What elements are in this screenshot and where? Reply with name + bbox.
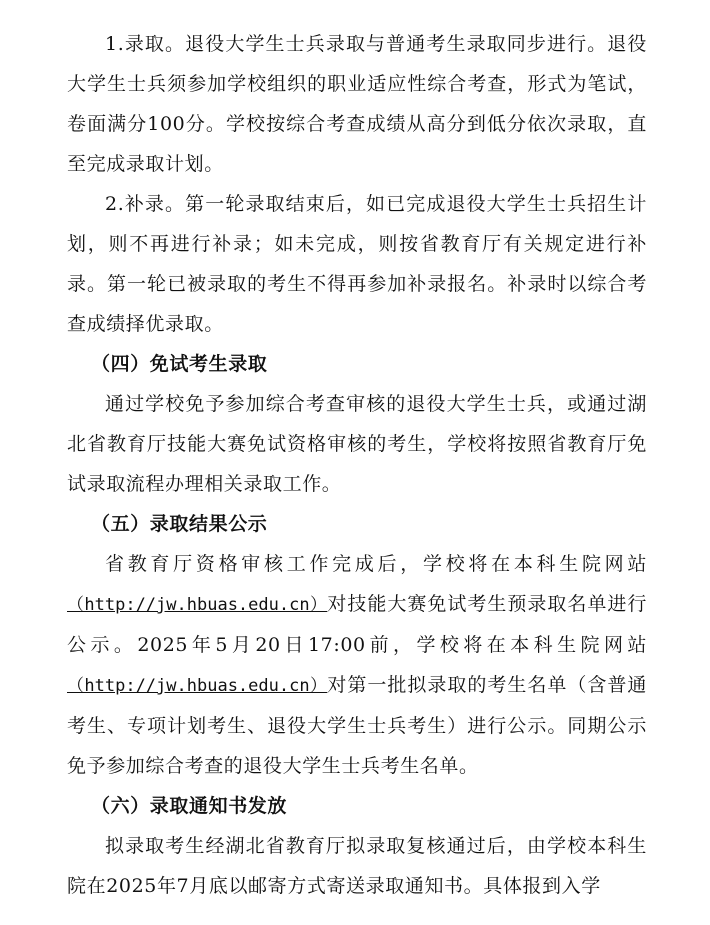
section-heading-exempt-admission: （四）免试考生录取 — [91, 353, 268, 375]
publicity-text-part1: 省教育厅资格审核工作完成后，学校将在本科生院网站 — [105, 553, 647, 575]
paragraph-result-publicity — [67, 544, 647, 786]
document-page — [67, 24, 647, 906]
publicity-text-part3: 对第一批拟录取的考生名单（含普通考生、专项计划考生、退役大学生士兵考生）进行公示。同期公示免予参加综合考查的退役大学生士兵考生名单。 — [67, 674, 647, 777]
section-heading-result-publicity: （五）录取结果公示 — [91, 513, 268, 535]
paragraph-exempt-admission: 通过学校免予参加综合考查审核的退役大学生士兵，或通过湖北省教育厅技能大赛免试资格审核的考生，学校将按照省教育厅免试录取流程办理相关录取工作。 — [67, 393, 647, 495]
paragraph-notice-delivery: 拟录取考生经湖北省教育厅拟录取复核通过后，由学校本科生院在2025年7月底以邮寄方式寄送录取通知书。具体报到入学 — [67, 835, 647, 897]
website-link-1[interactable]: （http://jw.hbuas.edu.cn） — [67, 595, 328, 615]
website-link-2[interactable]: （http://jw.hbuas.edu.cn） — [67, 676, 328, 696]
paragraph-supplementary: 2.补录。第一轮录取结束后，如已完成退役大学生士兵招生计划，则不再进行补录；如未完成，则按省教育厅有关规定进行补录。第一轮已被录取的考生不得再参加补录报名。补录时以综合考查成绩择优录取。 — [67, 193, 647, 335]
publicity-text-part2: 对技能大赛免试考生预录取名单进行公示。2025年5月20日17:00前，学校将在本科生院网站 — [67, 593, 647, 656]
section-heading-notice-delivery: （六）录取通知书发放 — [91, 795, 288, 817]
paragraph-admission: 1.录取。退役大学生士兵录取与普通考生录取同步进行。退役大学生士兵须参加学校组织的职业适应性综合考查，形式为笔试，卷面满分100分。学校按综合考查成绩从高分到低分依次录取，直至完成录取计划。 — [67, 33, 647, 175]
